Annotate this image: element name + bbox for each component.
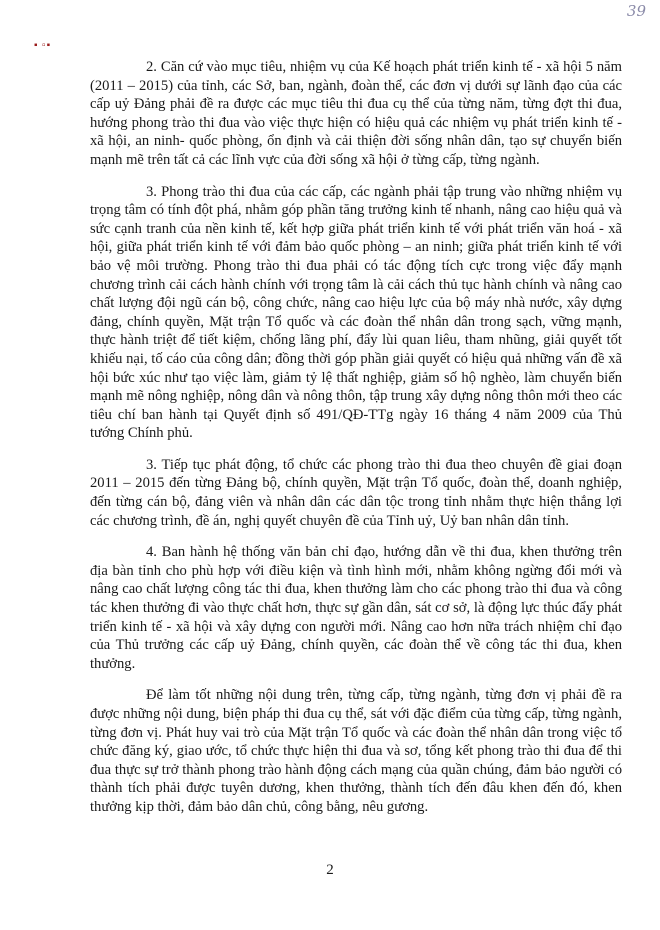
paragraph-item-2: 2. Căn cứ vào mục tiêu, nhiệm vụ của Kế hoạch phát triển kinh tế - xã hội 5 năm (2011 – 2015) của tỉnh, các Sở, ban, ngành, đoàn thể, các đơn vị dưới sự lãnh đạo của các cấp uỷ Đảng phải đề ra được các mục tiêu thi đua cụ thể của từng năm, từng đợt thi đua, hướng phong trào thi đua vào việc thực hiện có hiệu quả các nhiệm vụ phát triển kinh tế - xã hội, an ninh- quốc phòng, ổn định và cải thiện đời sống nhân dân, tạo sự chuyển biến mạnh mẽ trên tất cả các lĩnh vực của đời sống xã hội ở từng cấp, từng ngành. (90, 59, 622, 168)
paragraph-item-3b: 3. Tiếp tục phát động, tổ chức các phong trào thi đua theo chuyên đề giai đoạn 2011 – 2015 đến từng Đảng bộ, chính quyền, Mặt trận Tổ quốc, đoàn thể, doanh nghiệp, đến từng cán bộ, đảng viên và nhân dân các dân tộc trong tỉnh nhằm thực hiện thắng lợi các chương trình, đề án, nghị quyết chuyên đề của Tỉnh uỷ, Uỷ ban nhân dân tỉnh. (90, 456, 622, 529)
ink-mark: ▪ ▫▪ (34, 40, 52, 51)
document-body (90, 58, 622, 830)
paragraph-item-3: 3. Phong trào thi đua của các cấp, các ngành phải tập trung vào những nhiệm vụ trọng tâm có tính đột phá, nhằm góp phần tăng trưởng kinh tế nhanh, nâng cao hiệu quả và sức cạnh tranh của nền kinh tế, kết hợp giữa phát triển kinh tế với phát triển văn hoá - xã hội, giữa phát triển kinh tế với đảm bảo quốc phòng – an ninh; giữa phát triển kinh tế với bảo vệ môi trường. Phong trào thi đua phải có tác động tích cực trong việc đẩy mạnh chương trình cải cách hành chính với trọng tâm là cải cách thủ tục hành chính và nâng cao chất lượng đội ngũ cán bộ, công chức, nâng cao hiệu lực của bộ máy nhà nước, xây dựng đảng, chính quyền, Mặt trận Tổ quốc và các đoàn thể nhân dân trong sạch, vững mạnh, thực hành triệt để tiết kiệm, chống lãng phí, đẩy lùi quan liêu, tham nhũng, giải quyết tốt khiếu nại, tố cáo của công dân; đồng thời góp phần giải quyết có hiệu quả những vấn đề xã hội bức xúc như tạo việc làm, giảm tỷ lệ thất nghiệp, giảm số hộ nghèo, làm chuyển biến mạnh mẽ nông nghiệp, nông dân và nông thôn, tập trung xây dựng nông thôn mới theo các tiêu chí ban hành tại Quyết định số 491/QĐ-TTg ngày 16 tháng 4 năm 2009 của Thủ tướng Chính phủ. (90, 183, 622, 442)
paragraph-conclusion: Để làm tốt những nội dung trên, từng cấp, từng ngành, từng đơn vị phải đề ra được những nội dung, biện pháp thi đua cụ thể, sát với đặc điểm của từng cấp, từng ngành, từng đơn vị. Phát huy vai trò của Mặt trận Tổ quốc và các đoàn thể nhân dân trong việc tổ chức đăng ký, giao ước, tổ chức thực hiện thi đua và sơ, tổng kết phong trào thi đua để thi đua thực sự trở thành phong trào hành động cách mạng của quần chúng, đảm bảo người có thành tích phải được tuyên dương, khen thưởng, thành tích đến đâu khen đến đó, khen thưởng kịp thời, đảm bảo dân chủ, công bằng, nêu gương. (90, 687, 622, 815)
paragraph-item-4: 4. Ban hành hệ thống văn bản chỉ đạo, hướng dẫn về thi đua, khen thưởng trên địa bàn tỉnh cho phù hợp với điều kiện và tình hình mới, nhằm không ngừng đổi mới và nâng cao chất lượng công tác thi đua, khen thưởng làm cho các phong trào thi đua và công tác khen thưởng đi vào thực chất hơn, thực sự gần dân, sát cơ sở, là động lực thúc đẩy phát triển kinh tế - xã hội và xây dựng con người mới. Nâng cao hơn nữa trách nhiệm chỉ đạo của Thủ trưởng các cấp uỷ Đảng, chính quyền, các đoàn thể về công tác thi đua, khen thưởng. (90, 544, 622, 672)
handwritten-page-note: 39 (626, 2, 646, 20)
page-number: 2 (326, 862, 334, 878)
